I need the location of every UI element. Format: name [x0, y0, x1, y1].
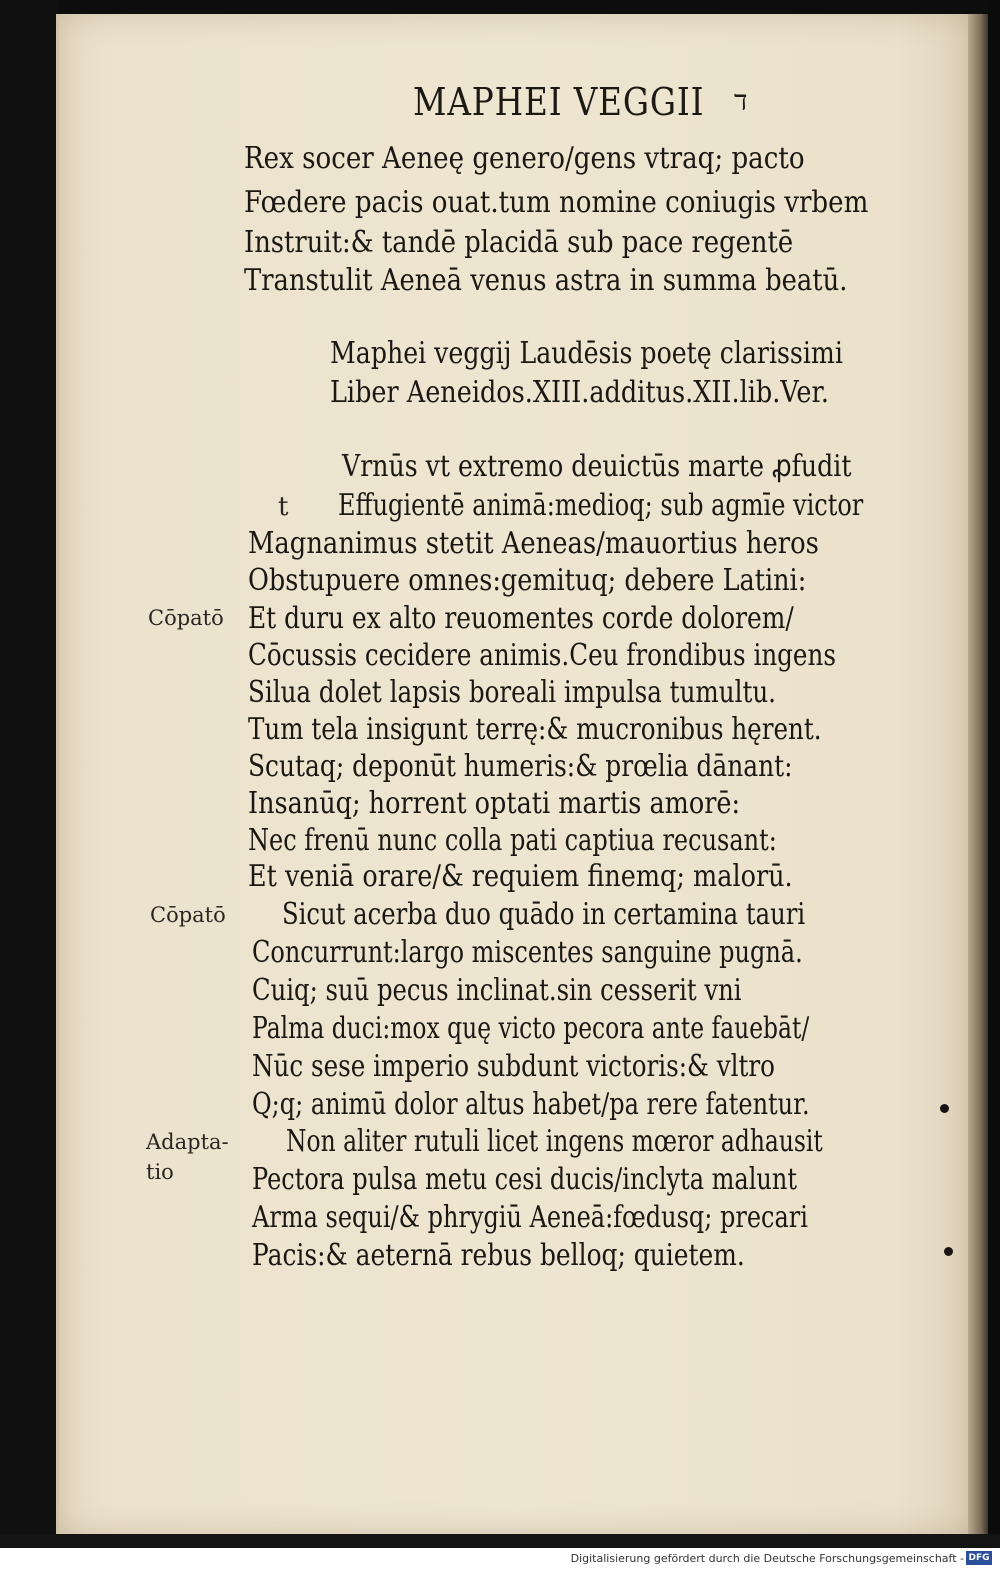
scan-right-edge [988, 0, 1000, 1548]
marginal-gloss: Cōpatō [150, 903, 226, 927]
scan-bottom-edge [0, 1534, 1000, 1548]
verse-line: Non aliter rutuli licet ingens mœror adhausit [286, 1124, 823, 1159]
margin-dot [940, 1104, 949, 1113]
verse-line: Nec frenū nunc colla pati captiua recusant: [248, 823, 777, 858]
marginal-gloss: Adapta- [146, 1130, 229, 1154]
marginal-gloss: tio [146, 1160, 174, 1184]
verse-line: Rex socer Aeneę genero/gens vtraq; pacto [244, 141, 805, 176]
verse-line: Cōcussis cecidere animis.Ceu frondibus ingens [248, 638, 836, 673]
verse-line: Magnanimus stetit Aeneas/mauortius heros [248, 526, 819, 561]
verse-line: Fœdere pacis ouat.tum nomine coniugis vrbem [244, 185, 869, 220]
page-signature-mark: ד [734, 84, 748, 117]
verse-line: Silua dolet lapsis boreali impulsa tumultu. [248, 675, 777, 710]
digitization-credit: Digitalisierung gefördert durch die Deutsche Forschungsgemeinschaft - [570, 1552, 964, 1565]
scan-left-edge [0, 0, 58, 1548]
verse-line: Et veniā orare/& requiem finemq; malorū. [248, 859, 793, 894]
marginal-gloss: Cōpatō [148, 606, 224, 630]
verse-line: Q;q; animū dolor altus habet/pa rere fatentur. [252, 1087, 810, 1122]
margin-dot [944, 1247, 953, 1256]
verse-line: Pectora pulsa metu cesi ducis/inclyta malunt [252, 1162, 797, 1197]
verse-line: Nūc sese imperio subdunt victoris:& vltro [252, 1049, 775, 1084]
verse-line: Cuiq; suū pecus inclinat.sin cesserit vni [252, 973, 742, 1008]
verse-line: Concurrunt:largo miscentes sanguine pugnā. [252, 935, 803, 970]
verse-line: Effugientē animā:medioq; sub agmīe victor [338, 488, 864, 523]
verse-line: Tum tela insigunt terrę:& mucronibus hęrent. [248, 712, 822, 747]
verse-line: Obstupuere omnes:gemituq; debere Latini: [248, 563, 807, 598]
page-gutter-shadow [968, 14, 990, 1534]
running-head: MAPHEI VEGGII [413, 80, 705, 124]
book-title-line: Liber Aeneidos.XIII.additus.XII.lib.Ver. [330, 375, 830, 410]
drop-initial-guide: t [278, 492, 289, 522]
book-title-line: Maphei veggij Laudēsis poetę clarissimi [330, 336, 843, 371]
verse-line: Sicut acerba duo quādo in certamina tauri [282, 897, 806, 932]
verse-line: Vrnūs vt extremo deuictūs marte ꝓfudit [342, 449, 852, 484]
verse-line: Scutaq; deponūt humeris:& prœlia dānant: [248, 749, 793, 784]
verse-line: Instruit:& tandē placidā sub pace regentē [244, 225, 794, 260]
verse-line: Pacis:& aeternā rebus belloq; quietem. [252, 1238, 745, 1273]
verse-line: Arma sequi/& phrygiū Aeneā:fœdusq; precari [252, 1200, 808, 1235]
dfg-logo: DFG [966, 1551, 992, 1565]
verse-line: Insanūq; horrent optati martis amorē: [248, 786, 741, 821]
verse-line: Transtulit Aeneā venus astra in summa beatū. [244, 263, 848, 298]
verse-line: Palma duci:mox quę victo pecora ante fauebāt/ [252, 1011, 810, 1046]
verse-line: Et duru ex alto reuomentes corde dolorem/ [248, 601, 794, 636]
